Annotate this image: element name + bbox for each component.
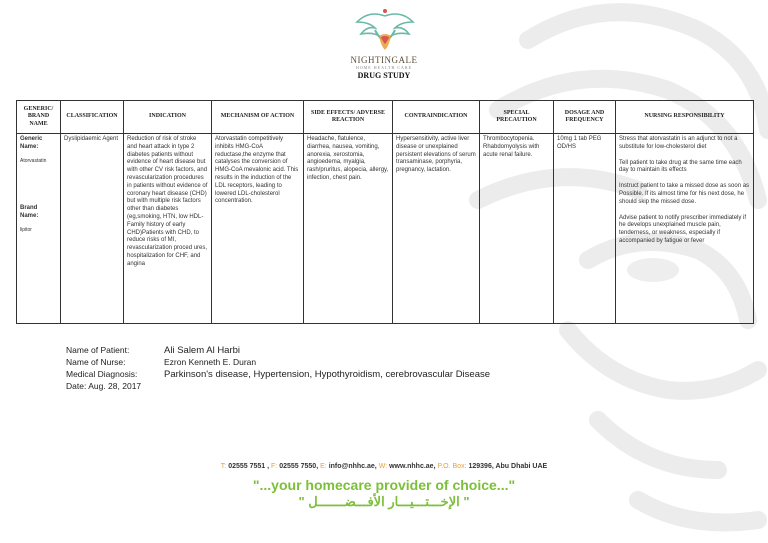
cell-dosage: 10mg 1 tab PEG OD/HS — [554, 134, 616, 324]
table-header-row — [17, 101, 754, 134]
col-header-classification: CLASSIFICATION — [61, 101, 124, 134]
fax-label: F: — [271, 463, 278, 470]
col-header-contraindication: CONTRAINDICATION — [393, 101, 480, 134]
cell-contraindication: Hypersensitivity, active liver disease or unexplained persistent elevations of serum transaminase, porphyria, pregnancy, lactation. — [393, 134, 480, 324]
website-label: W: — [378, 463, 388, 470]
fax-value: 02555 7550, — [279, 463, 319, 470]
nursing-item: Instruct patient to take a missed dose as soon as Possible. If its almost time for his next dose, he should skip the missed dose. — [619, 183, 750, 205]
nursing-item: Tell patient to take drug at the same time each day to maintain its effects — [619, 159, 742, 174]
cell-mechanism: Atorvastatin competitively inhibits HMG-CoA reductase,the enzyme that catalyses the conversion of HMG-CoA mevalonic acid. This results in the induction of the LDL receptors, leading to lowered LDL-cholesterol concentration. — [212, 134, 304, 324]
generic-name-value: Atorvastatin — [20, 157, 47, 164]
cell-side-effects: Headache, flatulence, diarrhea, nausea, vomiting, anorexia, xerostomia, angioedema, myalgia, rash/pruritus, alopecia, allergy, infection, chest pain. — [304, 134, 393, 324]
col-header-side-effects: SIDE EFFECTS/ ADVERSE REACTION — [304, 101, 393, 134]
nurse-name-value: Ezron Kenneth E. Duran — [164, 357, 257, 367]
nursing-item: Advise patient to notify prescriber immediately if he develops unexplained muscle pain, tenderness, or weakness, especially if accompanied by fatigue or fever — [619, 214, 747, 244]
table-row — [17, 134, 754, 324]
nursing-item: Stress that atorvastatin is an adjunct to not a substitute for low-cholesterol diet — [619, 136, 738, 150]
document-title: DRUG STUDY — [357, 71, 411, 80]
patient-name-label: Name of Patient: — [66, 345, 130, 355]
email-value: info@nhhc.ae, — [328, 463, 377, 470]
patient-name-value: Ali Salem Al Harbi — [164, 345, 241, 356]
diagnosis-value: Parkinson's disease, Hypertension, Hypothyroidism, cerebrovascular Disease — [164, 369, 491, 380]
cell-precaution: Thrombocytopenia. Rhabdomyolysis with acute renal failure. — [480, 134, 554, 324]
drug-study-table — [16, 100, 754, 324]
tagline: "...your homecare provider of choice..." — [252, 477, 516, 493]
brand-name-value: lipitor — [20, 226, 32, 233]
phone-label: T: — [220, 463, 227, 470]
col-header-nursing: NURSING RESPONSIBILITY — [616, 101, 754, 134]
study-date: Date: Aug. 28, 2017 — [66, 381, 142, 391]
col-header-dosage: DOSAGE AND FREQUENCY — [554, 101, 616, 134]
cell-generic-brand — [17, 134, 61, 324]
col-header-generic: GENERIC/ BRAND NAME — [17, 101, 61, 134]
phone-value: 02555 7551 , — [228, 463, 270, 470]
generic-name-label: Generic Name: — [20, 136, 43, 150]
cell-indication: Reduction of risk of stroke and heart attack in type 2 diabetes patients without evidence of heart disease but with other CV risk factors, and revascularization procedures in patients without evidence of coronary heart disease (CHD) but with multiple risk factors other than diabetes (eg,smoking, HTN, low HDL-Family history of early CHD)Patients with CHD, to reduce risks of MI, revascularization proced ures, hospitalization for CHF, and angina — [124, 134, 212, 324]
contact-line — [0, 463, 768, 470]
col-header-indication: INDICATION — [124, 101, 212, 134]
po-box-label: P.O. Box: — [437, 463, 467, 470]
website-value: www.nhhc.ae, — [389, 463, 436, 470]
po-box-value: 129396, Abu Dhabi UAE — [468, 463, 548, 470]
cell-nursing — [616, 134, 754, 324]
brand-name: NIGHTINGALE — [350, 55, 418, 65]
diagnosis-label: Medical Diagnosis: — [66, 369, 138, 379]
tagline-arabic: " الإخـــتـــيـــار الأفـــضـــــــل " — [298, 494, 470, 509]
col-header-mechanism: MECHANISM OF ACTION — [212, 101, 304, 134]
nurse-name-label: Name of Nurse: — [66, 357, 126, 367]
cell-classification: Dyslipidaemic Agent — [61, 134, 124, 324]
email-label: E: — [320, 463, 327, 470]
brand-subtitle: HOME HEALTH CARE — [355, 65, 413, 70]
brand-name-label: Brand Name: — [20, 205, 39, 220]
col-header-precaution: SPECIAL PRECAUTION — [480, 101, 554, 134]
